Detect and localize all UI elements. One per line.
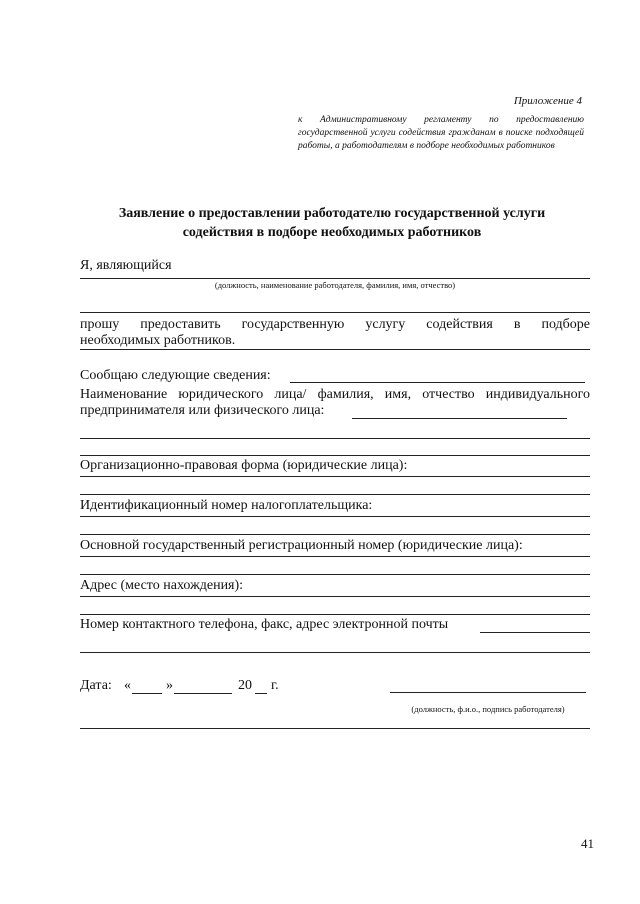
date-label: Дата: (80, 678, 112, 693)
applicant-line (80, 278, 590, 279)
name-label-line-2: предпринимателя или физического лица: (80, 403, 325, 418)
request-line (80, 349, 590, 350)
appendix-reference: к Административному регламенту по предоставлению государственной услуги содействия гражданам в поиске подходящей работы, а работодателям в подборе необходимых работников (298, 115, 584, 151)
org-form-line (80, 476, 590, 477)
signature-hint: (должность, ф.и.о., подпись работодателя) (411, 704, 565, 714)
page-number: 41 (581, 836, 594, 851)
title-line-1: Заявление о предоставлении работодателю государственной услуги (118, 206, 546, 221)
year-blank (255, 693, 267, 694)
applicant-label: Я, являющийся (80, 258, 172, 273)
contacts-label: Номер контактного телефона, факс, адрес электронной почты (80, 617, 449, 632)
ogrn-top-line (80, 534, 590, 535)
contacts-line (80, 652, 590, 653)
close-quote: » (166, 678, 173, 693)
day-blank (132, 693, 162, 694)
title-line-2: содействия в подборе необходимых работников (182, 225, 482, 240)
name-label-line-1: Наименование юридического лица/ фамилия, имя, отчество индивидуального (80, 387, 590, 402)
address-top-line (80, 574, 590, 575)
contacts-inline-line (480, 632, 590, 633)
info-intro-line (290, 382, 585, 383)
open-quote: « (124, 678, 131, 693)
inn-label: Идентификационный номер налогоплательщика: (80, 498, 373, 513)
inn-top-line (80, 494, 590, 495)
applicant-hint: (должность, наименование работодателя, фамилия, имя, отчество) (214, 280, 456, 290)
org-form-top-line (80, 455, 590, 456)
inn-line (80, 516, 590, 517)
appendix-title: Приложение 4 (513, 95, 582, 107)
request-line-1: прошу предоставить государственную услугу содействия в подборе (80, 317, 590, 332)
name-line (80, 438, 590, 439)
request-line-2: необходимых работников. (80, 333, 236, 348)
name-inline-line (352, 418, 567, 419)
ogrn-label: Основной государственный регистрационный номер (юридические лица): (80, 538, 523, 553)
ogrn-line (80, 556, 590, 557)
signature-line (390, 692, 586, 693)
bottom-line (80, 728, 590, 729)
contacts-top-line (80, 614, 590, 615)
document-title (80, 204, 584, 242)
info-intro: Сообщаю следующие сведения: (80, 368, 271, 383)
year-prefix: 20 (238, 678, 252, 693)
applicant-line-2 (80, 312, 590, 313)
address-line (80, 596, 590, 597)
month-blank (174, 693, 232, 694)
org-form-label: Организационно-правовая форма (юридические лица): (80, 458, 408, 473)
year-suffix: г. (271, 678, 279, 693)
address-label: Адрес (место нахождения): (80, 578, 244, 593)
